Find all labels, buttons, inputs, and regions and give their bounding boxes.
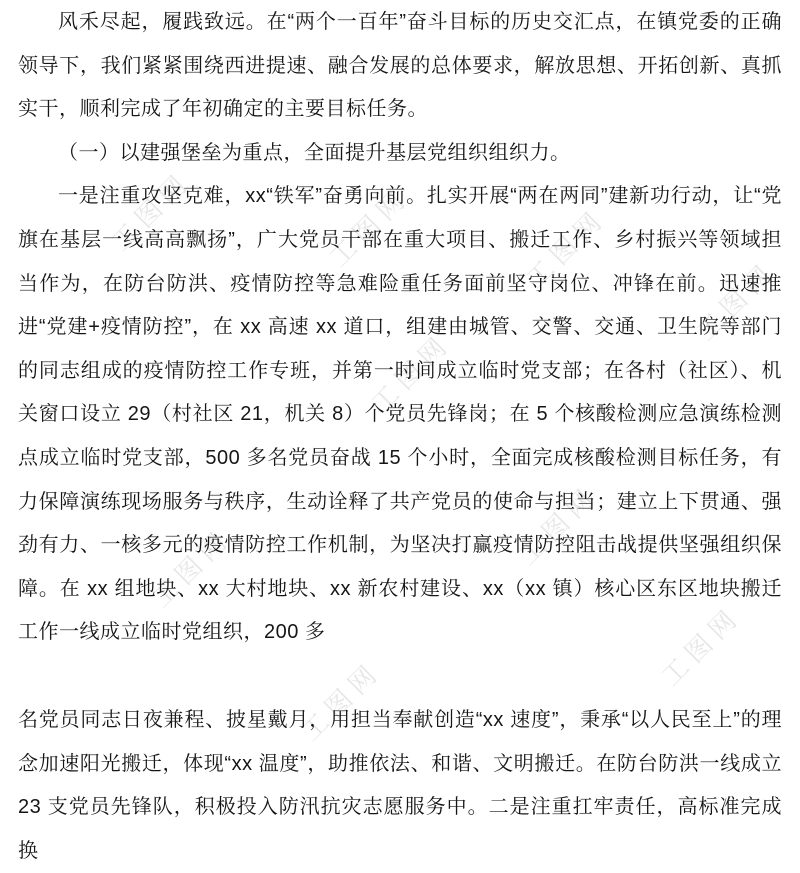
watermark-text: 工图网 [295, 655, 387, 747]
watermark-text: 工图网 [512, 479, 604, 571]
watermark-text: 工图网 [145, 522, 237, 614]
paragraph-body-continued: 名党员同志日夜兼程、披星戴月，用担当奉献创造“xx 速度”，秉承“以人民至上”的理念加速阳光搬迁，体现“xx 温度”，助推依法、和谐、文明搬迁。在防台防洪一线成立 23 支党员先锋队，积极投入防汛抗灾志愿服务中。二是注重扛牢责任，高标准完成换 [18, 708, 782, 862]
watermark-text: 工图网 [365, 327, 457, 419]
watermark-text: 工图网 [105, 165, 197, 257]
watermark-text: 工图网 [323, 181, 415, 273]
paragraph-section-heading: （一）以建强堡垒为重点，全面提升基层党组织组织力。 [58, 141, 571, 164]
watermark-text: 工图网 [655, 600, 747, 692]
watermark-text: 工图网 [690, 255, 782, 347]
paragraph-intro: 风禾尽起，履践致远。在“两个一百年”奋斗目标的历史交汇点，在镇党委的正确领导下，我们紧紧围绕西进提速、融合发展的总体要求，解放思想、开拓创新、真抓实干，顺利完成了年初确定的主要目标任务。 [18, 11, 782, 121]
page-break-gap [18, 655, 782, 699]
paragraph-body: 一是注重攻坚克难，xx“铁军”奋勇向前。扎实开展“两在两同”建新功行动，让“党旗在基层一线高高飘扬”，广大党员干部在重大项目、搬迁工作、乡村振兴等领域担当作为，在防台防洪、疫情防控等急难险重任务面前坚守岗位、冲锋在前。迅速推进“党建+疫情防控”，在 xx 高速 xx 道口，组建由城管、交警、交通、卫生院等部门的同志组成的疫情防控工作专班，并第一时间成立临时党支部；在各村（社区）、机关窗口设立 29（村社区 21，机关 8）个党员先锋岗；在 5 个核酸检测应急演练检测点成立临时党支部，500 多名党员奋战 15 个小时，全面完成核酸检测目标任务，有力保障演练现场服务与秩序，生动诠释了共产党员的使命与担当；建立上下贯通、强劲有力、一核多元的疫情防控工作机制，为坚决打赢疫情防控阻击战提供坚强组织保障。在 xx 组地块、xx 大村地块、xx 新农村建设、xx（xx 镇）核心区东区地块搬迁工作一线成立临时党组织，200 多 [18, 185, 782, 644]
watermark-text: 工图网 [520, 202, 612, 294]
